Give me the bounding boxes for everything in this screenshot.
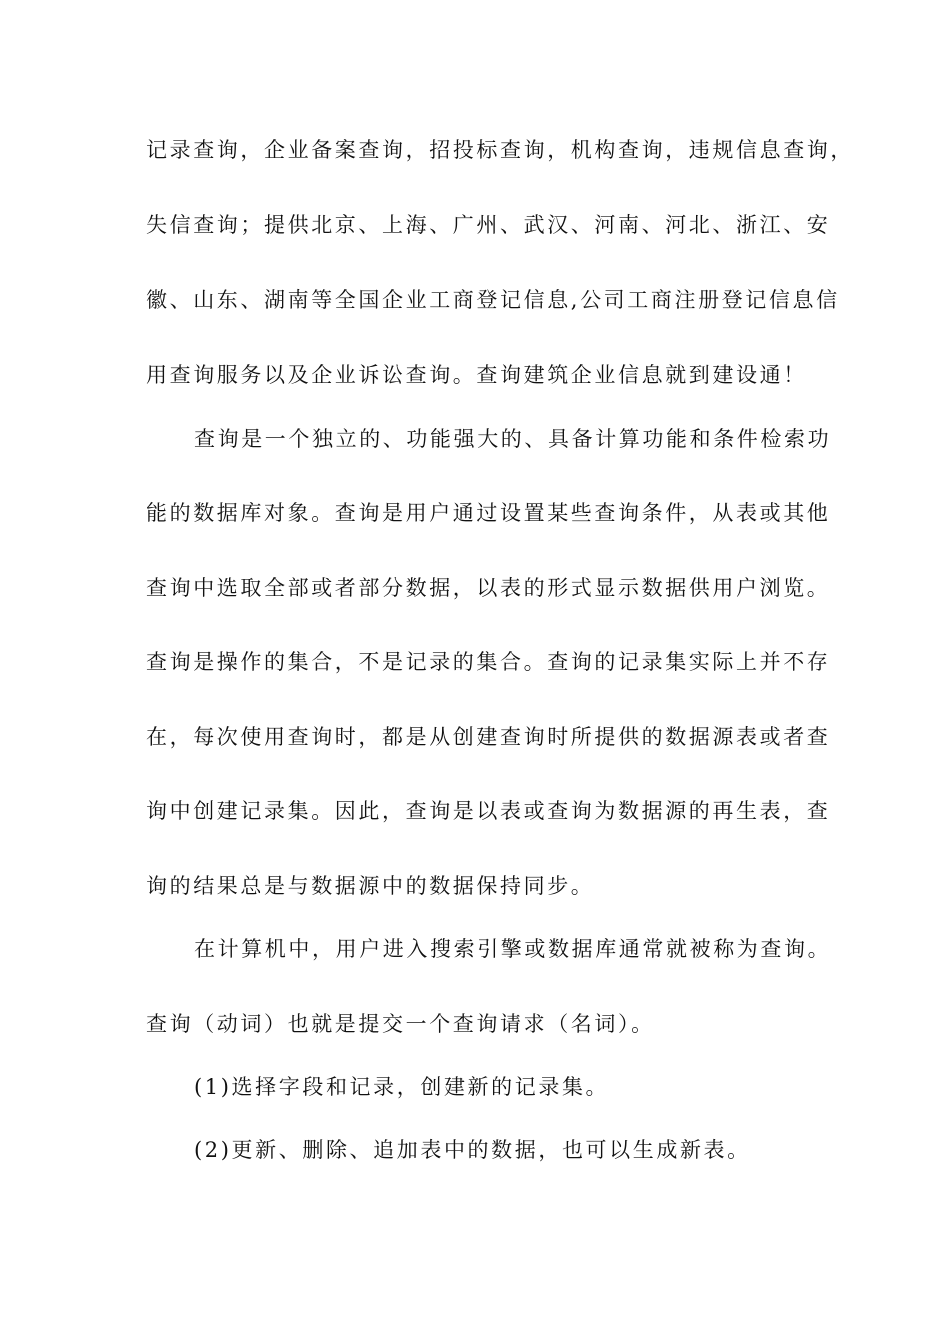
paragraph-line: 查询中选取全部或者部分数据，以表的形式显示数据供用户浏览。 [146,576,831,600]
paragraph-line: 用查询服务以及企业诉讼查询。查询建筑企业信息就到建设通！ [146,363,807,387]
paragraph-line: 能的数据库对象。查询是用户通过设置某些查询条件，从表或其他 [146,501,831,525]
paragraph-line: 查询（动词）也就是提交一个查询请求（名词）。 [146,1012,655,1036]
paragraph-line: 在，每次使用查询时，都是从创建查询时所提供的数据源表或者查 [146,725,831,749]
paragraph-line: 查询是操作的集合，不是记录的集合。查询的记录集实际上并不存 [146,650,831,674]
paragraph-line: 失信查询；提供北京、上海、广州、武汉、河南、河北、浙江、安 [146,213,831,237]
paragraph-line: 徽、山东、湖南等全国企业工商登记信息,公司工商注册登记信息信 [146,288,840,312]
list-item-1: (1)选择字段和记录，创建新的记录集。 [194,1075,610,1099]
paragraph-line: 询的结果总是与数据源中的数据保持同步。 [146,874,595,898]
paragraph-line: 记录查询，企业备案查询，招投标查询，机构查询，违规信息查询， [146,138,854,162]
paragraph-line: 询中创建记录集。因此，查询是以表或查询为数据源的再生表，查 [146,799,831,823]
paragraph-line: 查询是一个独立的、功能强大的、具备计算功能和条件检索功 [194,427,832,451]
list-item-2: (2)更新、删除、追加表中的数据，也可以生成新表。 [194,1138,751,1162]
paragraph-line: 在计算机中，用户进入搜索引擎或数据库通常就被称为查询。 [194,937,832,961]
